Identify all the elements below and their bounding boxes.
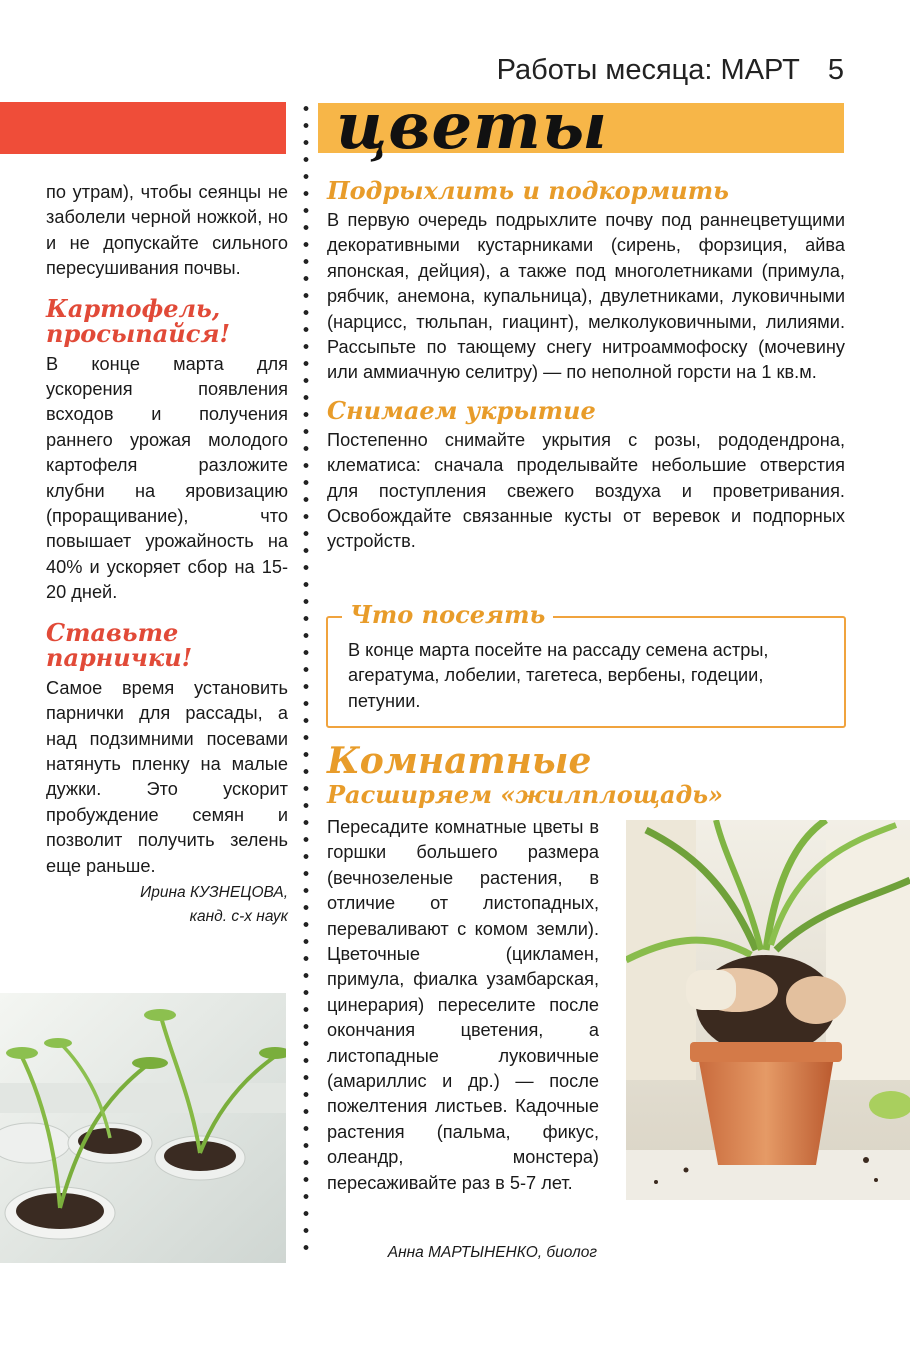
loosen-heading: Подрыхлить и подкормить — [327, 176, 729, 205]
greenhouse-paragraph: Самое время установить парнички для рассады, а над подзимними посевами натянуть пленку на малые дужки. Это ускорит пробуждение семян и позволит получить зелень еще раньше. — [46, 677, 288, 876]
sow-box — [326, 600, 846, 728]
signature-name: Ирина КУЗНЕЦОВА, — [140, 883, 288, 901]
left-column — [46, 180, 288, 929]
repotting-photo — [626, 820, 910, 1200]
indoor-text — [327, 815, 599, 1196]
sow-box-heading: Что посеять — [342, 600, 553, 630]
cover-heading: Снимаем укрытие — [327, 395, 596, 425]
page-number: 5 — [827, 54, 844, 86]
left-signature — [46, 881, 288, 929]
header-title: Работы месяца: МАРТ — [496, 54, 800, 86]
loosen-paragraph: В первую очередь подрыхлите почву под раннецветущими декоративными кустарниками (сирень, форзиция, айва японская, дейция), а также под многолетниками (примула, рябчик, анемона, купальница), двулетниками, луковичными (нарцисс, тюльпан, гиацинт), мелколуковичными, лилиями. Рассыпьте по тающему снегу нитроаммофоску (мочевину или аммиачную селитру) — по неполной горсти на 1 кв.м. — [327, 210, 845, 383]
signature-title: канд. с-х наук — [189, 907, 288, 925]
potato-paragraph: В конце марта для ускорения появления всходов и получения раннего урожая молодого картофеля разложите клубни на яровизацию (проращивание), что повышает урожайность на 40% и ускоряет сбор на 15-20 дней. — [46, 353, 288, 603]
indoor-subheading: Расширяем «жилплощадь» — [327, 780, 724, 809]
right-column — [327, 176, 845, 555]
greenhouse-heading: Ставьте парнички! — [46, 617, 193, 672]
indoor-paragraph: Пересадите комнатные цветы в горшки большего размера (вечнозеленые растения, в отличие от листопадных, переваливают с комом земли). Цветочные (цикламен, примула, фиалка узамбарская, цинерария) переселите после окончания цветения, а листопадные луковичные (амариллис и др.) — после пожелтения листьев. Кадочные растения (пальма, фикус, олеандр, монстера) пересаживайте раз в 5-7 лет. — [327, 817, 599, 1193]
sow-box-paragraph: В конце марта посейте на рассаду семена астры, агератума, лобелии, тагетеса, вербены, годеции, петунии. — [348, 640, 769, 711]
potato-heading: Картофель, просыпайся! — [46, 293, 230, 348]
section-title: цветы — [336, 89, 608, 164]
indoor-signature: Анна МАРТЫНЕНКО, биолог — [387, 1244, 597, 1261]
indoor-heading: Комнатные — [327, 740, 592, 782]
cover-paragraph: Постепенно снимайте укрытия с розы, рододендрона, клематиса: сначала проделывайте небольшие отверстия для поступления свежего воздуха и проветривания. Освобождайте связанные кусты от веревок и подпорных устройств. — [327, 429, 845, 552]
intro-paragraph: по утрам), чтобы сеянцы не заболели черной ножкой, но и не допускайте сильного пересушивания почвы. — [46, 182, 288, 279]
dotted-divider — [302, 100, 310, 1262]
red-accent-band — [0, 102, 286, 154]
seedlings-photo — [0, 993, 286, 1263]
